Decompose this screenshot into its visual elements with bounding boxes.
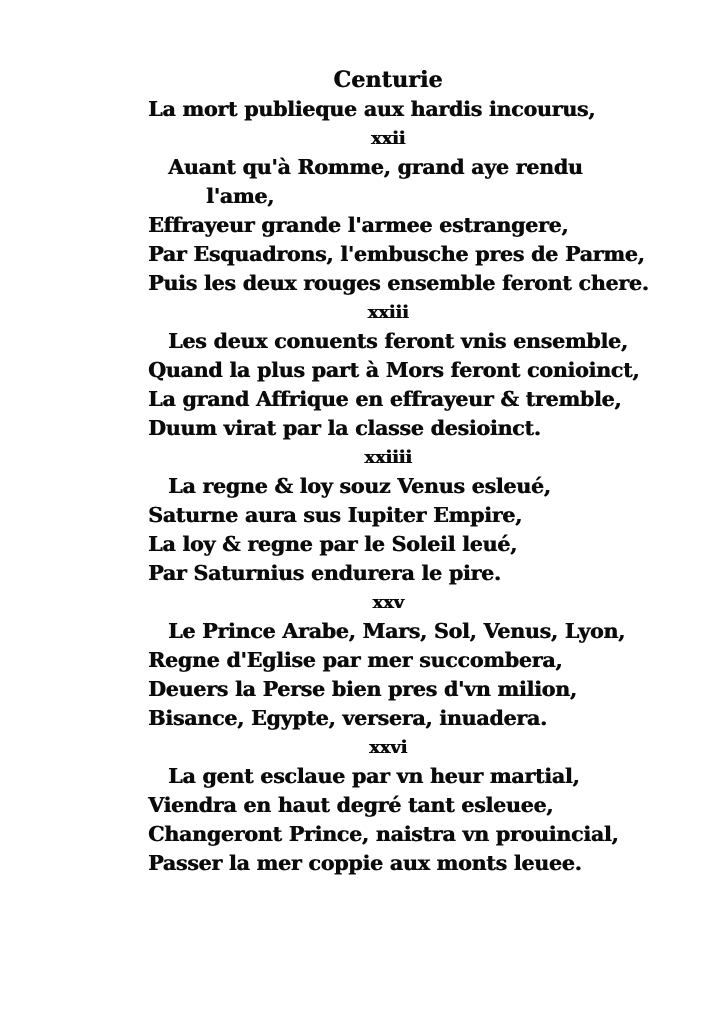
quatrain-number: xxv — [372, 592, 404, 613]
page-text — [148, 66, 649, 878]
verse-line: La loy & regne par le Soleil leué, — [148, 532, 517, 556]
quatrain-number: xxvi — [369, 737, 407, 758]
running-header: Centurie — [333, 67, 443, 93]
verse-line: l'ame, — [206, 184, 275, 208]
quatrain-number: xxiii — [367, 302, 409, 323]
verse-line: Quand la plus part à Mors feront conioinct, — [148, 358, 640, 382]
verse-line: Bisance, Egypte, versera, inuadera. — [148, 706, 547, 730]
verse-line: Regne d'Eglise par mer succombera, — [148, 648, 563, 672]
verse-line: Le Prince Arabe, Mars, Sol, Venus, Lyon, — [168, 619, 625, 643]
verse-line: Effrayeur grande l'armee estrangere, — [148, 213, 569, 237]
verse-line: Puis les deux rouges ensemble feront chere. — [148, 271, 649, 295]
verse-line: Saturne aura sus Iupiter Empire, — [148, 503, 522, 527]
verse-line: La grand Affrique en effrayeur & tremble, — [148, 387, 622, 411]
verse-line: La mort publieque aux hardis incourus, — [148, 97, 596, 121]
quatrain-number: xxii — [370, 128, 406, 149]
verse-line: Par Esquadrons, l'embusche pres de Parme, — [148, 242, 645, 266]
verse-line: La regne & loy souz Venus esleué, — [168, 474, 551, 498]
verse-line: Changeront Prince, naistra vn prouincial, — [148, 822, 619, 846]
quatrain-number: xxiiii — [364, 447, 412, 468]
verse-line: Duum virat par la classe desioinct. — [148, 416, 541, 440]
verse-line: La gent esclaue par vn heur martial, — [168, 764, 580, 788]
verse-line: Deuers la Perse bien pres d'vn milion, — [148, 677, 577, 701]
verse-line: Viendra en haut degré tant esleuee, — [148, 793, 554, 817]
verse-line: Passer la mer coppie aux monts leuee. — [148, 851, 582, 875]
verse-line: Les deux conuents feront vnis ensemble, — [168, 329, 628, 353]
verse-line: Par Saturnius endurera le pire. — [148, 561, 501, 585]
verse-line: Auant qu'à Romme, grand aye rendu — [168, 155, 583, 179]
